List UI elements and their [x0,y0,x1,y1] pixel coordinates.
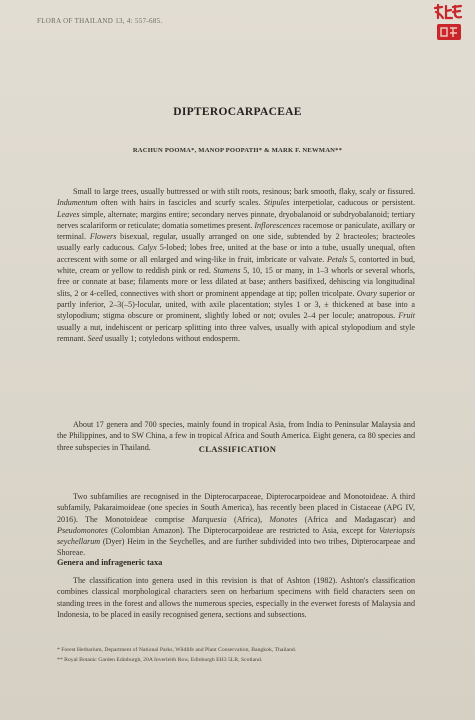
text-run: bisexual, regular, usually arranged on one side, subtended by 2 bracteoles; bracteoles usually early caducous. [57,232,416,253]
author-line: RACHUN POOMA*, MANOP POOPATH* & MARK F. NEWMAN** [132,147,343,154]
italic-term: Petals [327,254,348,264]
italic-term: Monotes [269,514,298,524]
stamp-calligraphy-top [433,4,463,20]
text-run: 5, 10, 15 or many, in 1–3 whorls or several whorls, free or connate at base; filaments more or less dilated at base; anthers basifixed, dehiscing via longitudinal slits, 2 or 4-celled, connectives with short or prominent appendage at tip; pollen tricolpate. [57,266,415,298]
distribution-paragraph: About 17 genera and 700 species, mainly found in tropical Asia, from India to Peninsular Malaysia and the Philippines, and to SW China, a few in tropical Africa and South America. Eight genera, ca 80 species and three subspecies in Thailand. [57,420,415,452]
footnote: * Forest Herbarium, Department of National Parks, Wildlife and Plant Conservation, Bangkok, Thailand. [57,647,297,653]
footnotes [57,646,415,665]
family-description [57,186,415,344]
text-run: simple, alternate; margins entire; secondary nerves pinnate, dryobalanoid or subdryobalanoid; tertiary nerves scalariform or reticulate; domatia sometimes present. [57,209,415,230]
genera-paragraph: The classification into genera used in this revision is that of Ashton (1982). Ashton's classification combines classical morphological characters seen on herbarium specimens with field characters seen on standing trees in the forest and allows the numerous species, especially in the everwet forests of Malaysia and Indonesia, to be placed in easily recognised genera, sections and subsections. [57,576,415,619]
genera-subheading: Genera and infrageneric taxa [57,558,163,567]
footnote: ** Royal Botanic Garden Edinburgh, 20A Inverleith Row, Edinburgh EH3 5LR, Scotland. [57,656,263,663]
classification-paragraph [57,491,415,559]
text-run: usually a nut, indehiscent or pericarp splitting into three valves, usually with apical stylopodium and style remnant. [57,322,415,343]
italic-term: Stamens [213,266,241,276]
text-run: often with hairs in fascicles and scurfy scales. [97,198,264,208]
text-run: (Colombian Amazon). The Dipterocarpoideae are restricted to Asia, except for [107,525,380,535]
text-run: Two subfamilies are recognised in the Dipterocarpaceae, Dipterocarpoideae and Monotoideae. A third subfamily, Pakaraimoideae (one species in South America), has recently been placed in Cistaceae (APG IV, 2016). The Monotoideae comprise [57,492,415,524]
text-run: Small to large trees, usually buttressed or with stilt roots, resinous; bark smooth, flaky, scaly or fissured. [73,187,415,196]
stamp-seal-block [436,22,462,42]
italic-term: Marquesia [191,514,227,524]
text-run: (Africa and Madagascar) and [297,514,415,524]
italic-term: Stipules [263,198,290,208]
italic-term: Pseudomonotes [57,525,108,535]
text-run: usually 1; cotyledons without endosperm. [102,333,240,343]
text-run: 5-lobed; lobes free, united at the base or into a tube, usually unequal, often accrescent with some or all enlarged and wing-like in fruit, imbricate or valvate. [57,243,415,264]
italic-term: Leaves [57,209,80,219]
text-run: (Africa), [226,514,270,524]
italic-term: Flowers [89,232,117,242]
text-run: interpetiolar, caducous or persistent. [289,198,415,208]
italic-term: Indumentum [57,198,98,208]
italic-term: Seed [87,333,103,343]
classification-heading: CLASSIFICATION [198,444,277,454]
italic-term: Inflorescences [254,220,301,230]
italic-term: Ovary [356,288,378,298]
italic-term: Vateriopsis seychellarum [57,525,415,547]
text-run: 5, contorted in bud, white, cream or yellow to reddish pink or red. [57,254,415,276]
family-title: DIPTEROCARPACEAE [173,106,302,118]
red-seal-stamp [433,4,463,44]
text-run: superior or partly inferior, 2–3(–5)-locular, united, with axile placentation; styles 1 or 3, ± thickened at base into a stylopodium; stigma obscure or prominent, slightly lobed or not; ovules 2–4 per locule; anatropous. [57,288,415,321]
running-header: FLORA OF THAILAND 13, 4: 557-685. [37,17,163,25]
text-run: (Dyer) Heim in the Seychelles, and are further subdivided into two tribes, Dipterocarpeae and Shoreae. [57,537,415,558]
italic-term: Fruit [398,311,415,321]
text-run: racemose or paniculate, axillary or terminal. [57,220,415,242]
italic-term: Calyx [137,243,157,253]
